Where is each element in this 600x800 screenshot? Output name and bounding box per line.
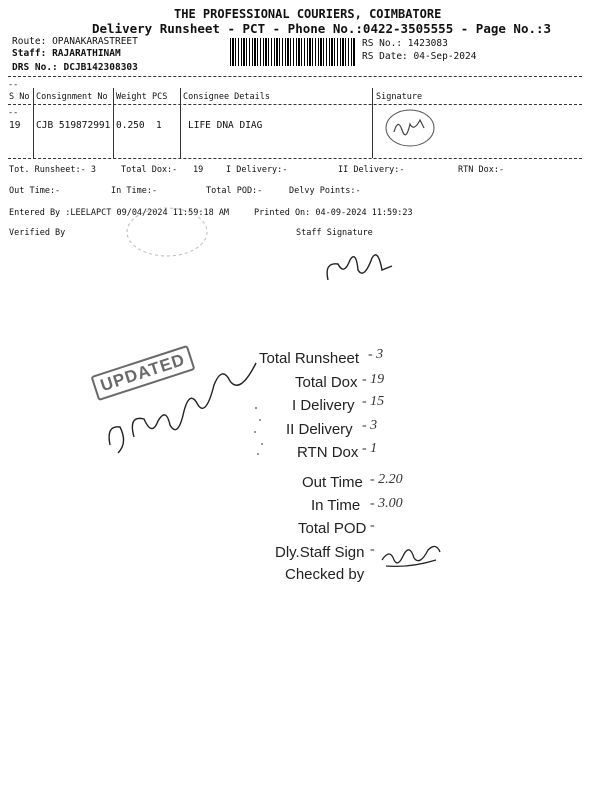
stamp-i-delivery-value: - 15 xyxy=(362,394,385,409)
total-dox-label: Total Dox:- xyxy=(121,165,178,175)
col-header-consignment: Consignment No xyxy=(36,92,108,102)
column-rule xyxy=(180,88,181,158)
stamp-ii-delivery-label: II Delivery xyxy=(286,421,353,438)
rs-date-line xyxy=(362,51,476,62)
drs-label: DRS No.: xyxy=(12,62,58,73)
rs-no-line xyxy=(362,38,448,49)
row-consignment: CJB 519872991 xyxy=(36,120,111,131)
rs-date-label: RS Date: xyxy=(362,51,408,62)
entered-by: Entered By :LEELAPCT 09/04/2024 11:59:18 AM xyxy=(9,208,230,218)
stamp-total-dox-label: Total Dox xyxy=(295,374,358,391)
rtn-dox: RTN Dox:- xyxy=(458,165,505,175)
stamp-i-delivery-label: I Delivery xyxy=(292,397,355,414)
stamp-ii-delivery-value: - 3 xyxy=(362,418,378,433)
stamp-rtn-dox-value: - 1 xyxy=(362,441,378,456)
stamp-total-pod-label: Total POD xyxy=(298,520,367,537)
row-pcs: 1 xyxy=(156,120,162,131)
staff-label: Staff: xyxy=(12,48,47,59)
staff-value: RAJARATHINAM xyxy=(52,48,121,59)
delvy-points: Delvy Points:- xyxy=(289,186,361,196)
printed-on: Printed On: 04-09-2024 11:59:23 xyxy=(254,208,413,218)
row-weight: 0.250 xyxy=(116,120,145,131)
barcode-image xyxy=(230,38,355,66)
updated-stamp: UPDATED xyxy=(90,345,195,401)
runsheet-title: Delivery Runsheet - PCT - Phone No.:0422-3505555 - Page No.:3 xyxy=(92,21,552,36)
column-rule xyxy=(33,88,34,158)
stamp-dly-staff-sign-label: Dly.Staff Sign xyxy=(275,544,365,561)
out-time: Out Time:- xyxy=(9,186,61,196)
staff-line xyxy=(12,48,121,59)
verified-by: Verified By xyxy=(9,228,66,238)
dly-staff-signature-scribble xyxy=(380,538,450,574)
stamp-dly-staff-sign-value: - xyxy=(370,542,375,557)
stamp-in-time-value: - 3.00 xyxy=(370,496,403,511)
staff-signature-scribble xyxy=(320,240,400,290)
ii-delivery: II Delivery:- xyxy=(338,165,405,175)
stamp-total-runsheet-value: - 3 xyxy=(368,347,384,362)
stamp-out-time-label: Out Time xyxy=(302,474,363,491)
tot-runsheet: Tot. Runsheet:- 3 xyxy=(9,165,96,175)
col-header-signature: Signature xyxy=(376,92,423,102)
faint-round-stamp xyxy=(120,205,215,260)
col-header-sno: S No xyxy=(9,92,30,102)
stamp-in-time-label: In Time xyxy=(311,497,361,514)
column-rule xyxy=(372,88,373,158)
rs-no-value: 1423083 xyxy=(407,38,448,49)
dash-mark-2: -- xyxy=(8,108,19,118)
scan-speckle xyxy=(250,400,270,460)
stamp-total-dox-value: - 19 xyxy=(362,372,385,387)
stamp-rtn-dox-label: RTN Dox xyxy=(297,444,359,461)
delivery-signature-mark xyxy=(380,106,440,150)
stamp-out-time-value: - 2.20 xyxy=(370,472,403,487)
rs-no-label: RS No.: xyxy=(362,38,403,49)
stamp-total-runsheet-label: Total Runsheet xyxy=(259,350,360,367)
i-delivery: I Delivery:- xyxy=(226,165,288,175)
dash-mark: -- xyxy=(8,80,19,90)
header-divider xyxy=(8,76,582,77)
col-header-pcs: PCS xyxy=(152,92,168,102)
route-line xyxy=(12,36,138,47)
route-value: OPANAKARASTREET xyxy=(52,36,138,47)
column-header-divider xyxy=(8,104,582,105)
column-rule xyxy=(113,88,114,158)
col-header-consignee: Consignee Details xyxy=(183,92,270,102)
row-consignee: LIFE DNA DIAG xyxy=(188,120,263,131)
total-pod: Total POD:- xyxy=(206,186,263,196)
stamp-checked-by-label: Checked by xyxy=(285,566,365,583)
drs-value: DCJB142308303 xyxy=(63,62,138,73)
staff-signature-label: Staff Signature xyxy=(296,228,373,238)
handwritten-signature xyxy=(98,345,268,460)
drs-line xyxy=(12,62,138,73)
table-bottom-divider xyxy=(8,158,582,159)
col-header-weight: Weight xyxy=(116,92,147,102)
route-label: Route: xyxy=(12,36,47,47)
total-dox-value: 19 xyxy=(193,165,204,175)
in-time: In Time:- xyxy=(111,186,158,196)
row-sno: 19 xyxy=(9,120,21,131)
company-name: THE PROFESSIONAL COURIERS, COIMBATORE xyxy=(174,7,442,21)
rs-date-value: 04-Sep-2024 xyxy=(413,51,477,62)
stamp-total-pod-value: - xyxy=(370,518,375,533)
